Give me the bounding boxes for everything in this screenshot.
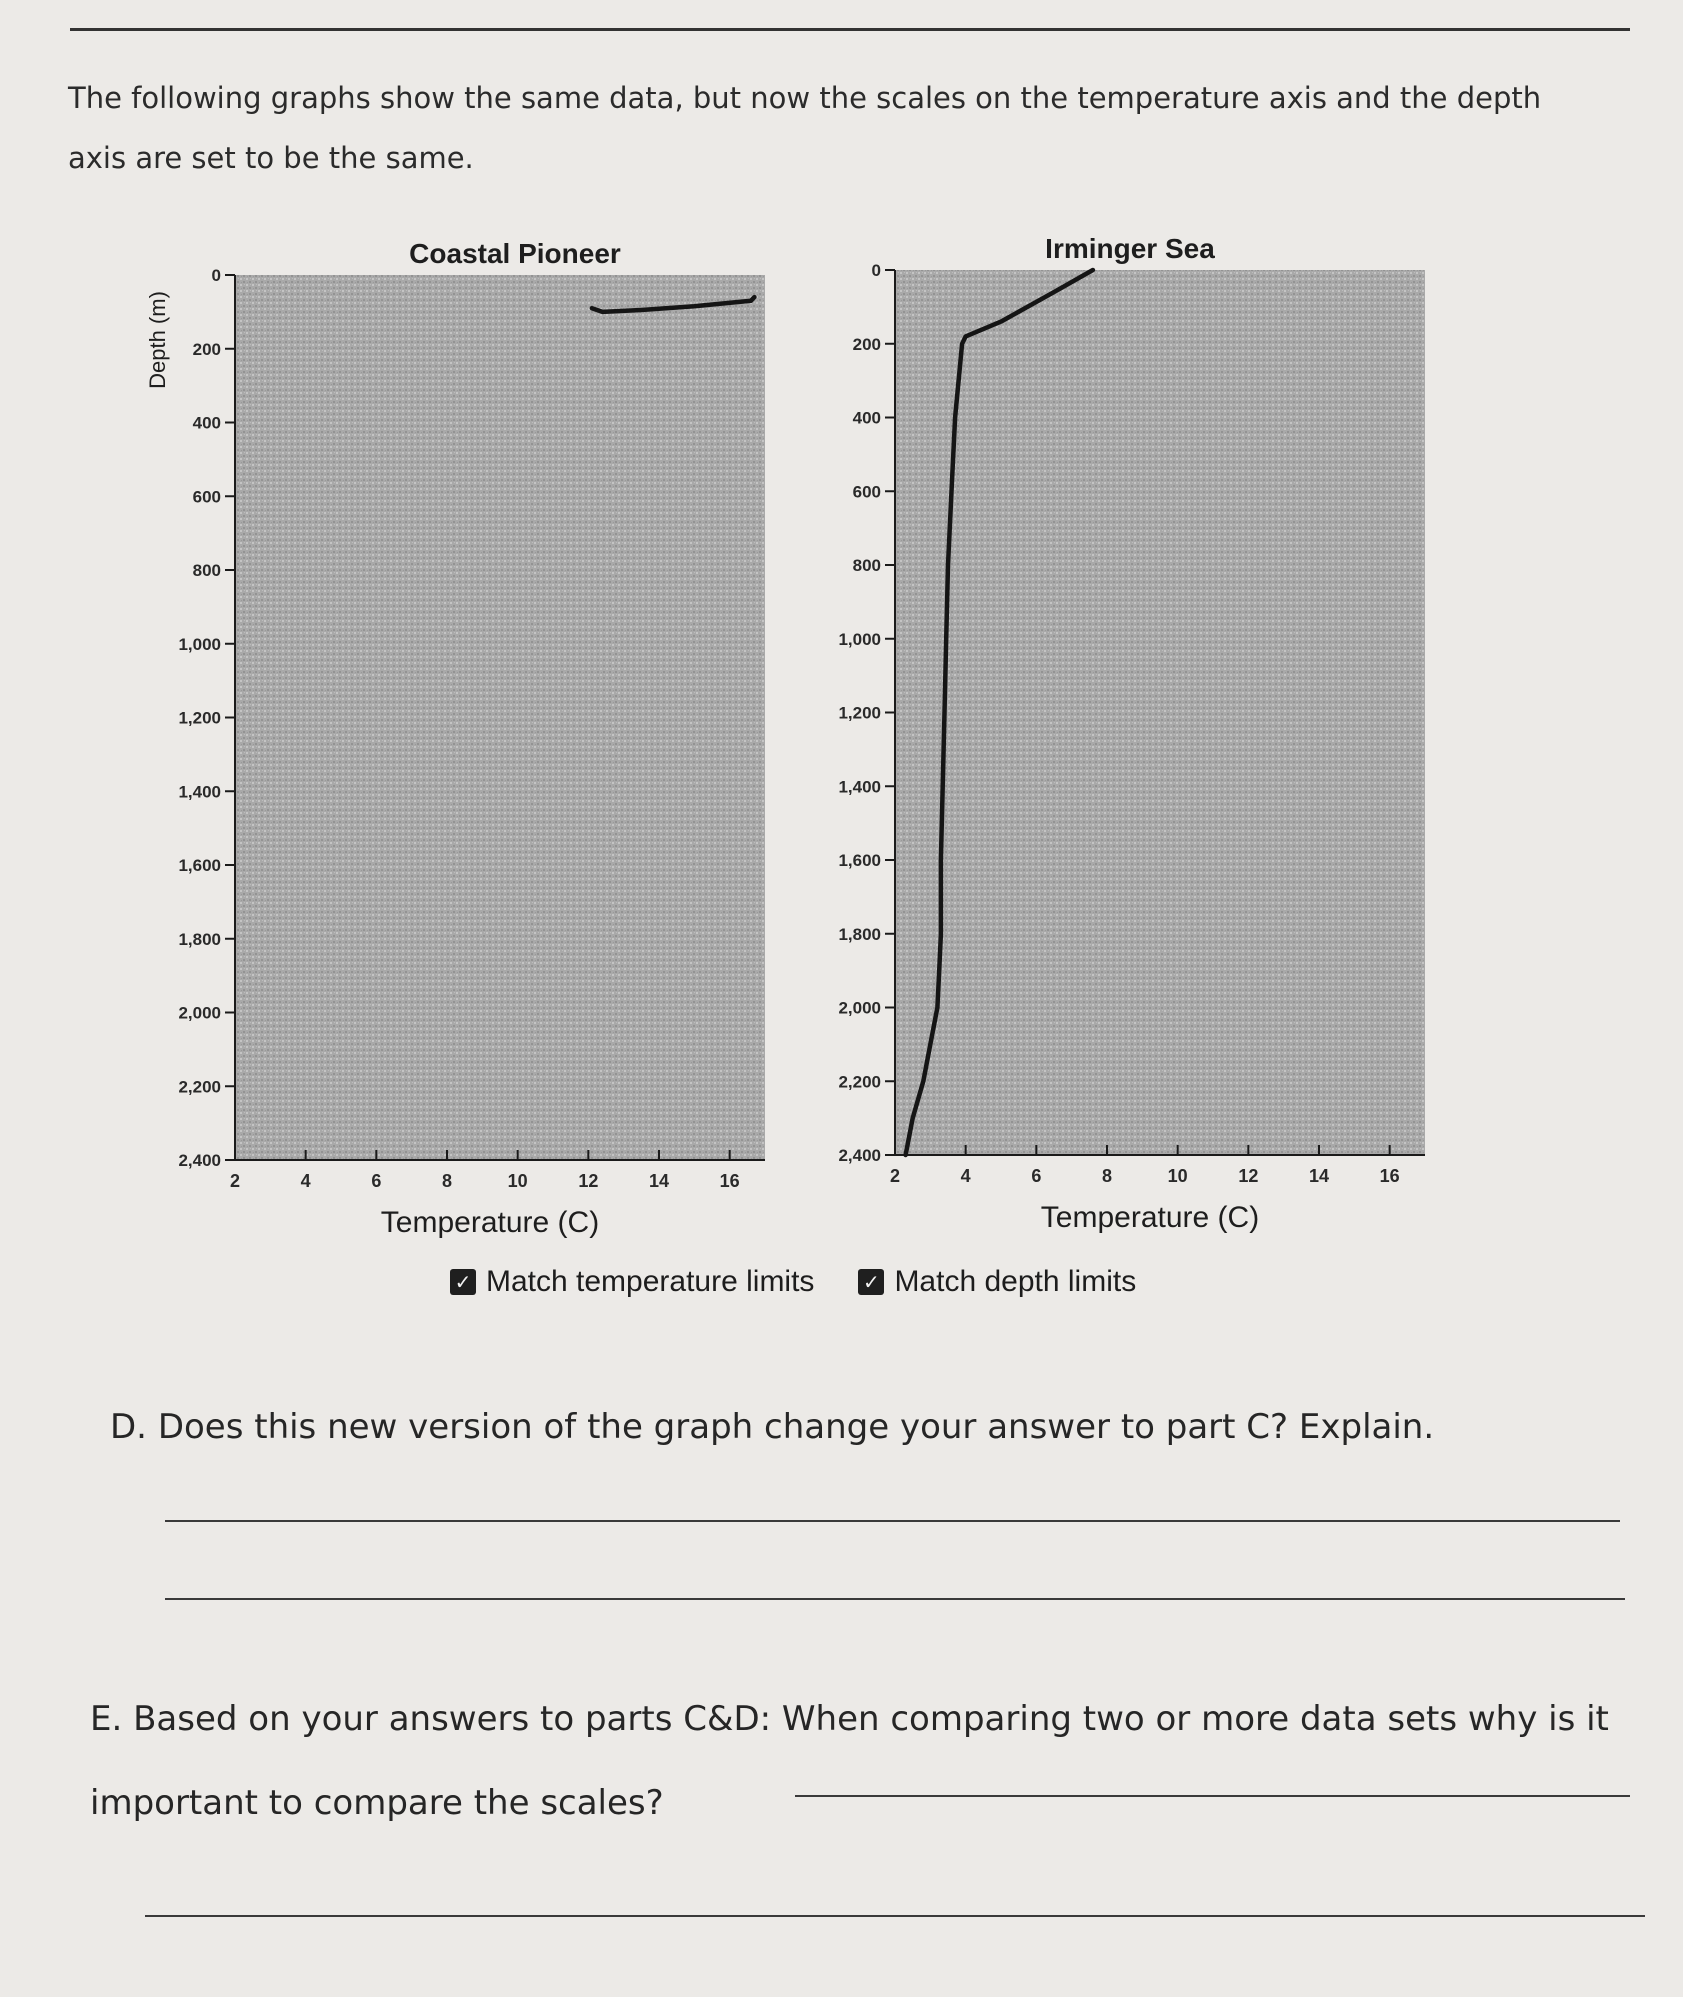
- y-tick-label: 1,200: [178, 708, 221, 728]
- x-axis-label: Temperature (C): [380, 1206, 600, 1239]
- y-tick-label: 2,200: [178, 1077, 221, 1097]
- answer-line-d-2: [165, 1598, 1625, 1600]
- x-tick-label: 10: [507, 1171, 528, 1191]
- x-tick-label: 8: [1101, 1166, 1113, 1186]
- x-tick-label: 12: [578, 1171, 599, 1191]
- y-tick-label: 800: [192, 561, 221, 580]
- x-tick-label: 16: [719, 1171, 740, 1191]
- chart-irminger-sea: [838, 233, 1425, 1234]
- x-tick-label: 2: [889, 1166, 901, 1186]
- plot-area: [235, 275, 765, 1160]
- checkmark-icon: ✓: [450, 1269, 476, 1295]
- y-tick-label: 2,200: [838, 1072, 881, 1092]
- chart-title: Irminger Sea: [1045, 233, 1215, 264]
- x-tick-label: 4: [960, 1166, 971, 1186]
- y-tick-label: 1,600: [838, 851, 881, 870]
- question-e-text: Based on your answers to parts C&D: When comparing two or more data sets why is it important to compare the scales?: [90, 1699, 1609, 1823]
- y-tick-label: 1,200: [838, 703, 881, 723]
- charts-area: [0, 200, 1683, 1260]
- x-tick-label: 4: [300, 1171, 311, 1191]
- x-axis-label: Temperature (C): [1040, 1201, 1260, 1234]
- y-tick-label: 600: [852, 482, 881, 502]
- x-tick-label: 8: [441, 1171, 453, 1191]
- x-tick-label: 6: [371, 1171, 382, 1191]
- match-temperature-label: Match temperature limits: [486, 1265, 815, 1298]
- y-tick-label: 1,800: [178, 929, 221, 949]
- y-tick-label: 600: [192, 487, 221, 507]
- y-tick-label: 1,800: [838, 924, 881, 944]
- match-temperature-checkbox[interactable]: [450, 1265, 814, 1299]
- name-underline: [70, 28, 1630, 31]
- y-tick-label: 2,400: [178, 1151, 221, 1170]
- chart-title: Coastal Pioneer: [409, 238, 621, 269]
- x-tick-label: 14: [648, 1171, 670, 1191]
- checkmark-icon: ✓: [858, 1269, 884, 1295]
- y-tick-label: 200: [192, 339, 221, 359]
- answer-line-e-2: [145, 1915, 1645, 1917]
- y-tick-label: 1,000: [178, 634, 221, 654]
- x-tick-label: 14: [1308, 1166, 1330, 1186]
- y-tick-label: 200: [852, 334, 881, 354]
- y-tick-label: 1,400: [838, 777, 881, 797]
- y-tick-label: 2,000: [838, 998, 881, 1018]
- question-d-letter: D.: [110, 1407, 147, 1447]
- question-d: [110, 1405, 1434, 1449]
- y-tick-label: 1,600: [178, 856, 221, 875]
- y-tick-label: 1,400: [178, 782, 221, 802]
- y-tick-label: 0: [871, 261, 881, 280]
- x-tick-label: 12: [1238, 1166, 1259, 1186]
- plot-area: [895, 270, 1425, 1155]
- y-tick-label: 400: [852, 408, 881, 428]
- intro-text: The following graphs show the same data, but now the scales on the temperature axis and the depth axis are set to be the same.: [68, 81, 1542, 175]
- y-axis-label: Depth (m): [145, 291, 170, 389]
- y-tick-label: 800: [852, 556, 881, 575]
- y-tick-label: 2,400: [838, 1146, 881, 1165]
- x-tick-label: 16: [1379, 1166, 1400, 1186]
- match-depth-label: Match depth limits: [894, 1265, 1137, 1298]
- checkbox-group: [450, 1265, 1136, 1299]
- x-tick-label: 10: [1167, 1166, 1188, 1186]
- y-tick-label: 1,000: [838, 629, 881, 649]
- y-tick-label: 2,000: [178, 1003, 221, 1023]
- chart-coastal-pioneer: [145, 238, 765, 1239]
- match-depth-checkbox[interactable]: [858, 1265, 1136, 1299]
- question-e: [90, 1677, 1650, 1845]
- answer-line-e-1: [795, 1795, 1630, 1797]
- y-tick-label: 0: [211, 266, 221, 285]
- x-tick-label: 6: [1031, 1166, 1042, 1186]
- question-d-text: Does this new version of the graph change your answer to part C? Explain.: [157, 1407, 1435, 1447]
- question-e-letter: E.: [90, 1699, 123, 1739]
- y-tick-label: 400: [192, 413, 221, 433]
- answer-line-d-1: [165, 1520, 1620, 1522]
- x-tick-label: 2: [229, 1171, 241, 1191]
